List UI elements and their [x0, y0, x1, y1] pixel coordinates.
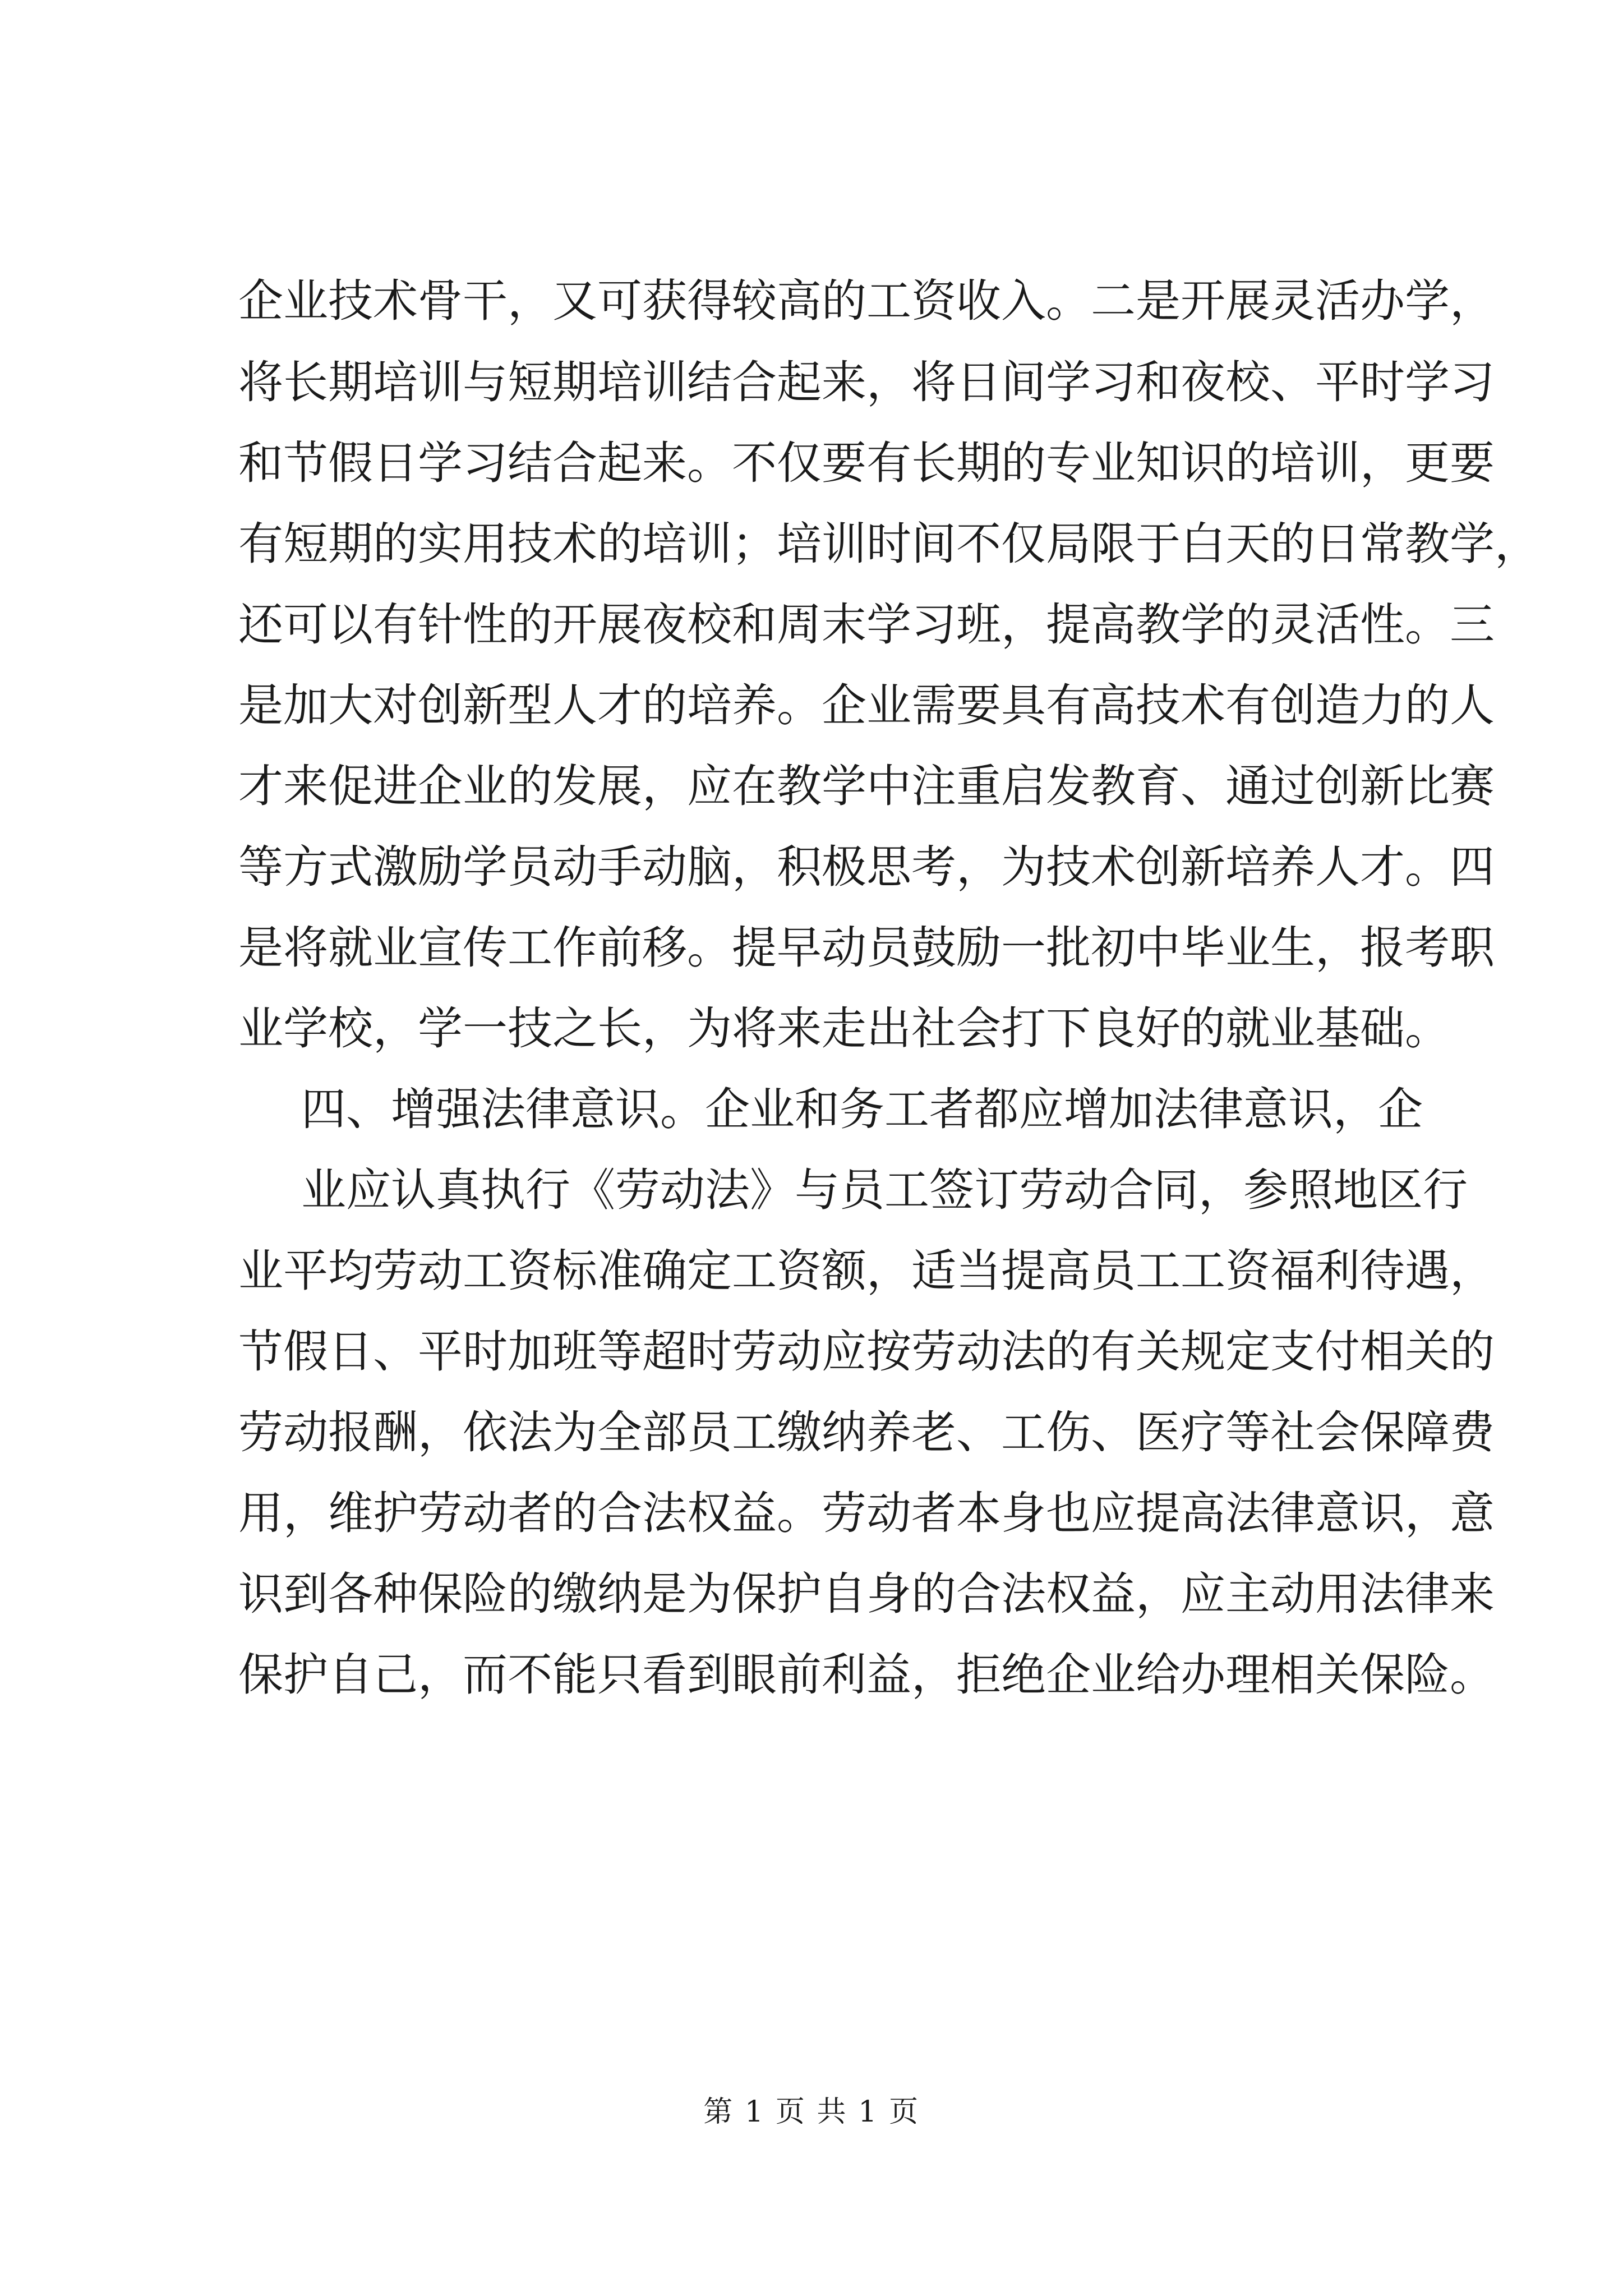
- text-line: 将长期培训与短期培训结合起来，将日间学习和夜校、平时学习: [238, 356, 1495, 408]
- text-line: 业平均劳动工资标准确定工资额，适当提高员工工资福利待遇，: [238, 1245, 1495, 1297]
- text-line: 还可以有针性的开展夜校和周末学习班，提高教学的灵活性。三: [238, 599, 1495, 651]
- text-line: 企业技术骨干，又可获得较高的工资收入。二是开展灵活办学，: [238, 275, 1495, 327]
- text-line: 节假日、平时加班等超时劳动应按劳动法的有关规定支付相关的: [238, 1326, 1495, 1378]
- text-line: 是将就业宣传工作前移。提早动员鼓励一批初中毕业生，报考职: [238, 922, 1495, 974]
- text-line: 保护自己，而不能只看到眼前利益，拒绝企业给办理相关保险。: [238, 1649, 1495, 1701]
- section-heading-line: 四、增强法律意识。企业和务工者都应增加法律意识，企: [301, 1083, 1423, 1135]
- text-line: 有短期的实用技术的培训；培训时间不仅局限于白天的日常教学，: [238, 518, 1539, 570]
- text-line: 业学校，学一技之长，为将来走出社会打下良好的就业基础。: [238, 1002, 1450, 1055]
- text-line: 识到各种保险的缴纳是为保护自身的合法权益，应主动用法律来: [238, 1568, 1495, 1620]
- text-line: 劳动报酬，依法为全部员工缴纳养老、工伤、医疗等社会保障费: [238, 1406, 1495, 1458]
- text-line: 和节假日学习结合起来。不仅要有长期的专业知识的培训，更要: [238, 437, 1495, 489]
- page-number-footer: 第 1 页 共 1 页: [703, 2095, 920, 2129]
- text-line: 业应认真执行《劳动法》与员工签订劳动合同，参照地区行: [301, 1164, 1468, 1216]
- text-line: 用，维护劳动者的合法权益。劳动者本身也应提高法律意识，意: [238, 1487, 1495, 1539]
- text-line: 是加大对创新型人才的培养。企业需要具有高技术有创造力的人: [238, 679, 1495, 731]
- text-line: 等方式激励学员动手动脑，积极思考，为技术创新培养人才。四: [238, 841, 1495, 893]
- text-line: 才来促进企业的发展，应在教学中注重启发教育、通过创新比赛: [238, 760, 1495, 812]
